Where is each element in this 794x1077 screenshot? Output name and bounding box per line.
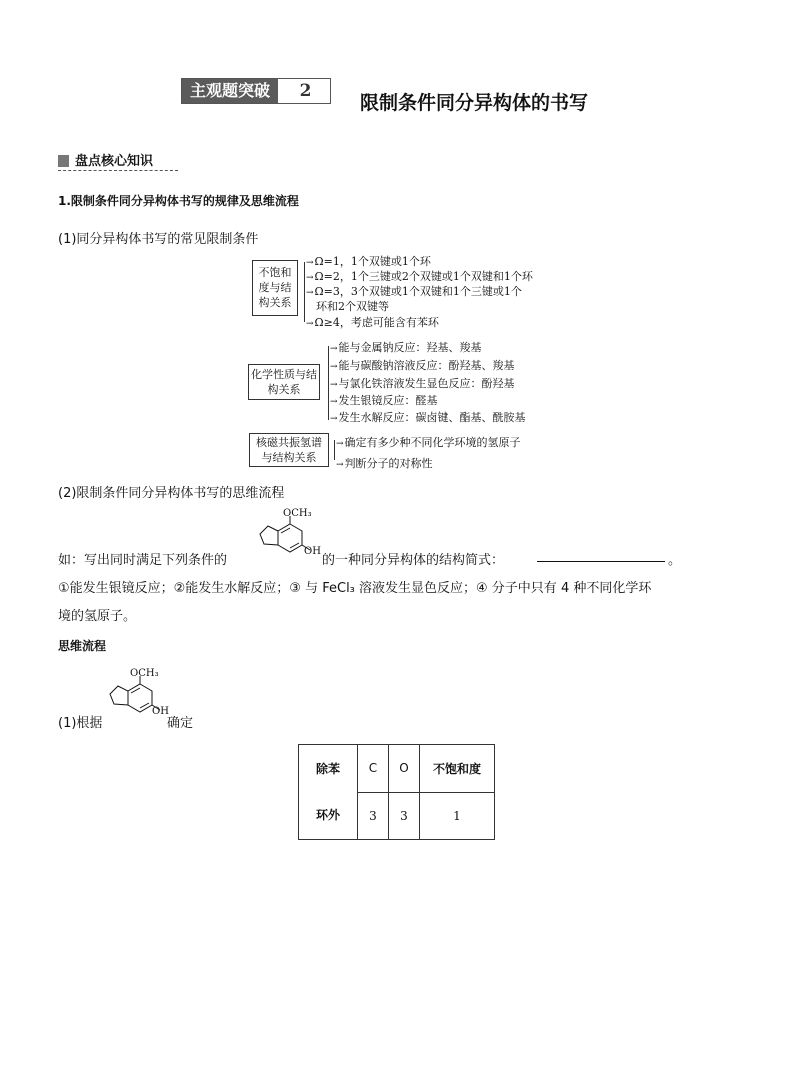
bracket-line: [334, 440, 335, 460]
diagram-label-unsaturation: 不饱和度与结构关系: [252, 260, 298, 316]
topic-badge: [181, 78, 331, 104]
point1-sub1: (1)同分异构体书写的常见限制条件: [58, 232, 259, 247]
molecule-label: OCH₃: [130, 668, 159, 679]
molecule-label: OH: [152, 706, 169, 717]
flow-step1-suffix: 确定: [167, 716, 194, 731]
diagram-item-cont: 环和2个双键等: [316, 300, 389, 313]
diagram-item: → Ω≥4，考虑可能含有苯环: [306, 314, 439, 330]
diagram-item: → 能与金属钠反应：羟基、羧基: [330, 339, 482, 355]
answer-blank: [537, 561, 665, 562]
diagram-label-chemistry: 化学性质与结构关系: [248, 364, 320, 400]
diagram-item: → Ω=2，1个三键或2个双键或1个双键和1个环: [306, 268, 533, 284]
table-header: C: [358, 745, 389, 793]
example-prefix: 如：写出同时满足下列条件的: [58, 553, 228, 568]
conditions-line: ①能发生银镜反应；②能发生水解反应；③ 与 FeCl₃ 溶液发生显色反应；④ 分子中只有 4 种不同化学环: [58, 581, 652, 596]
badge-number: 2: [281, 79, 330, 103]
table-row-header: 除苯环外: [299, 745, 358, 840]
bracket-line: [304, 262, 305, 322]
diagram-item: → Ω=1，1个双键或1个环: [306, 253, 431, 269]
diagram-item: → 发生银镜反应：醛基: [330, 392, 438, 408]
data-table: [298, 744, 495, 840]
page-title: 限制条件同分异构体的书写: [360, 92, 589, 114]
document-icon: [58, 155, 69, 167]
bracket-line: [328, 346, 329, 420]
molecule-label: OH: [304, 546, 321, 557]
table-cell: 3: [389, 792, 420, 840]
point1-sub2: (2)限制条件同分异构体书写的思维流程: [58, 486, 285, 501]
example-suffix: 的一种同分异构体的结构简式：: [322, 553, 505, 568]
molecule-label: OCH₃: [283, 508, 312, 519]
example-end: 。: [668, 553, 682, 568]
table-cell: 3: [358, 792, 389, 840]
diagram-item: → 发生水解反应：碳卤键、酯基、酰胺基: [330, 409, 526, 425]
diagram-item: → 确定有多少种不同化学环境的氢原子: [336, 434, 521, 450]
diagram-item: → Ω=3，3个双键或1个双键和1个三键或1个: [306, 283, 522, 299]
flow-heading: 思维流程: [58, 639, 107, 653]
point1-heading: 1.限制条件同分异构体书写的规律及思维流程: [58, 194, 299, 208]
table-header: 不饱和度: [420, 745, 495, 793]
section-divider: [58, 170, 178, 171]
diagram-item: → 判断分子的对称性: [336, 455, 433, 471]
table-cell: 1: [420, 792, 495, 840]
diagram-item: → 与氯化铁溶液发生显色反应：酚羟基: [330, 375, 515, 391]
conditions-line: 境的氢原子。: [58, 609, 137, 624]
diagram-label-nmr: 核磁共振氢谱与结构关系: [249, 433, 329, 467]
flow-step1-prefix: (1)根据: [58, 716, 103, 731]
table-header: O: [389, 745, 420, 793]
badge-label: 主观题突破: [182, 79, 281, 103]
section-heading: 盘点核心知识: [58, 150, 153, 169]
diagram-item: → 能与碳酸钠溶液反应：酚羟基、羧基: [330, 357, 515, 373]
